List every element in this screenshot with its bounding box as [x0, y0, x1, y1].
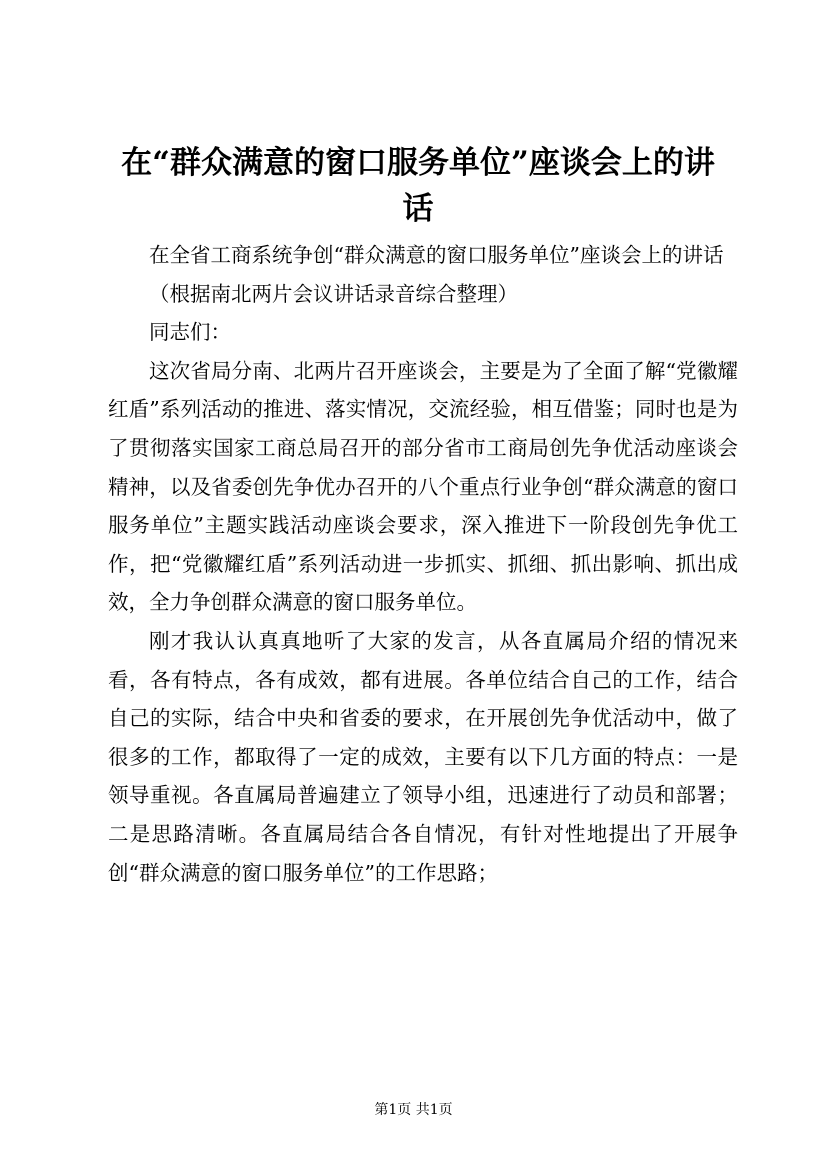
paragraph-note: （根据南北两片会议讲话录音综合整理）: [149, 281, 518, 306]
page-footer: 第1页 共1页: [374, 1102, 453, 1118]
document-body: [108, 236, 738, 892]
document-title: 在“群众满意的窗口服务单位”座谈会上的讲话: [121, 145, 715, 227]
paragraph-body-2: 刚才我认认真真地听了大家的发言，从各直属局介绍的情况来看，各有特点，各有成效，都有进展。各单位结合自己的工作，结合自己的实际，结合中央和省委的要求，在开展创先争优活动中，做了很多的工作，都取得了一定的成效，主要有以下几方面的特点：一是领导重视。各直属局普遍建立了领导小组，迅速进行了动员和部署；二是思路清晰。各直属局结合各自情况，有针对性地提出了开展争创“群众满意的窗口服务单位”的工作思路；: [108, 628, 738, 885]
paragraph-body-1: 这次省局分南、北两片召开座谈会，主要是为了全面了解“党徽耀红盾”系列活动的推进、落实情况，交流经验，相互借鉴；同时也是为了贯彻落实国家工商总局召开的部分省市工商局创先争优活动座谈会精神，以及省委创先争优办召开的八个重点行业争创“群众满意的窗口服务单位”主题实践活动座谈会要求，深入推进下一阶段创先争优工作，把“党徽耀红盾”系列活动进一步抓实、抓细、抓出影响、抓出成效，全力争创群众满意的窗口服务单位。: [108, 358, 738, 615]
paragraph-heading: 在全省工商系统争创“群众满意的窗口服务单位”座谈会上的讲话: [149, 243, 724, 267]
paragraph-salutation: 同志们：: [149, 320, 231, 345]
